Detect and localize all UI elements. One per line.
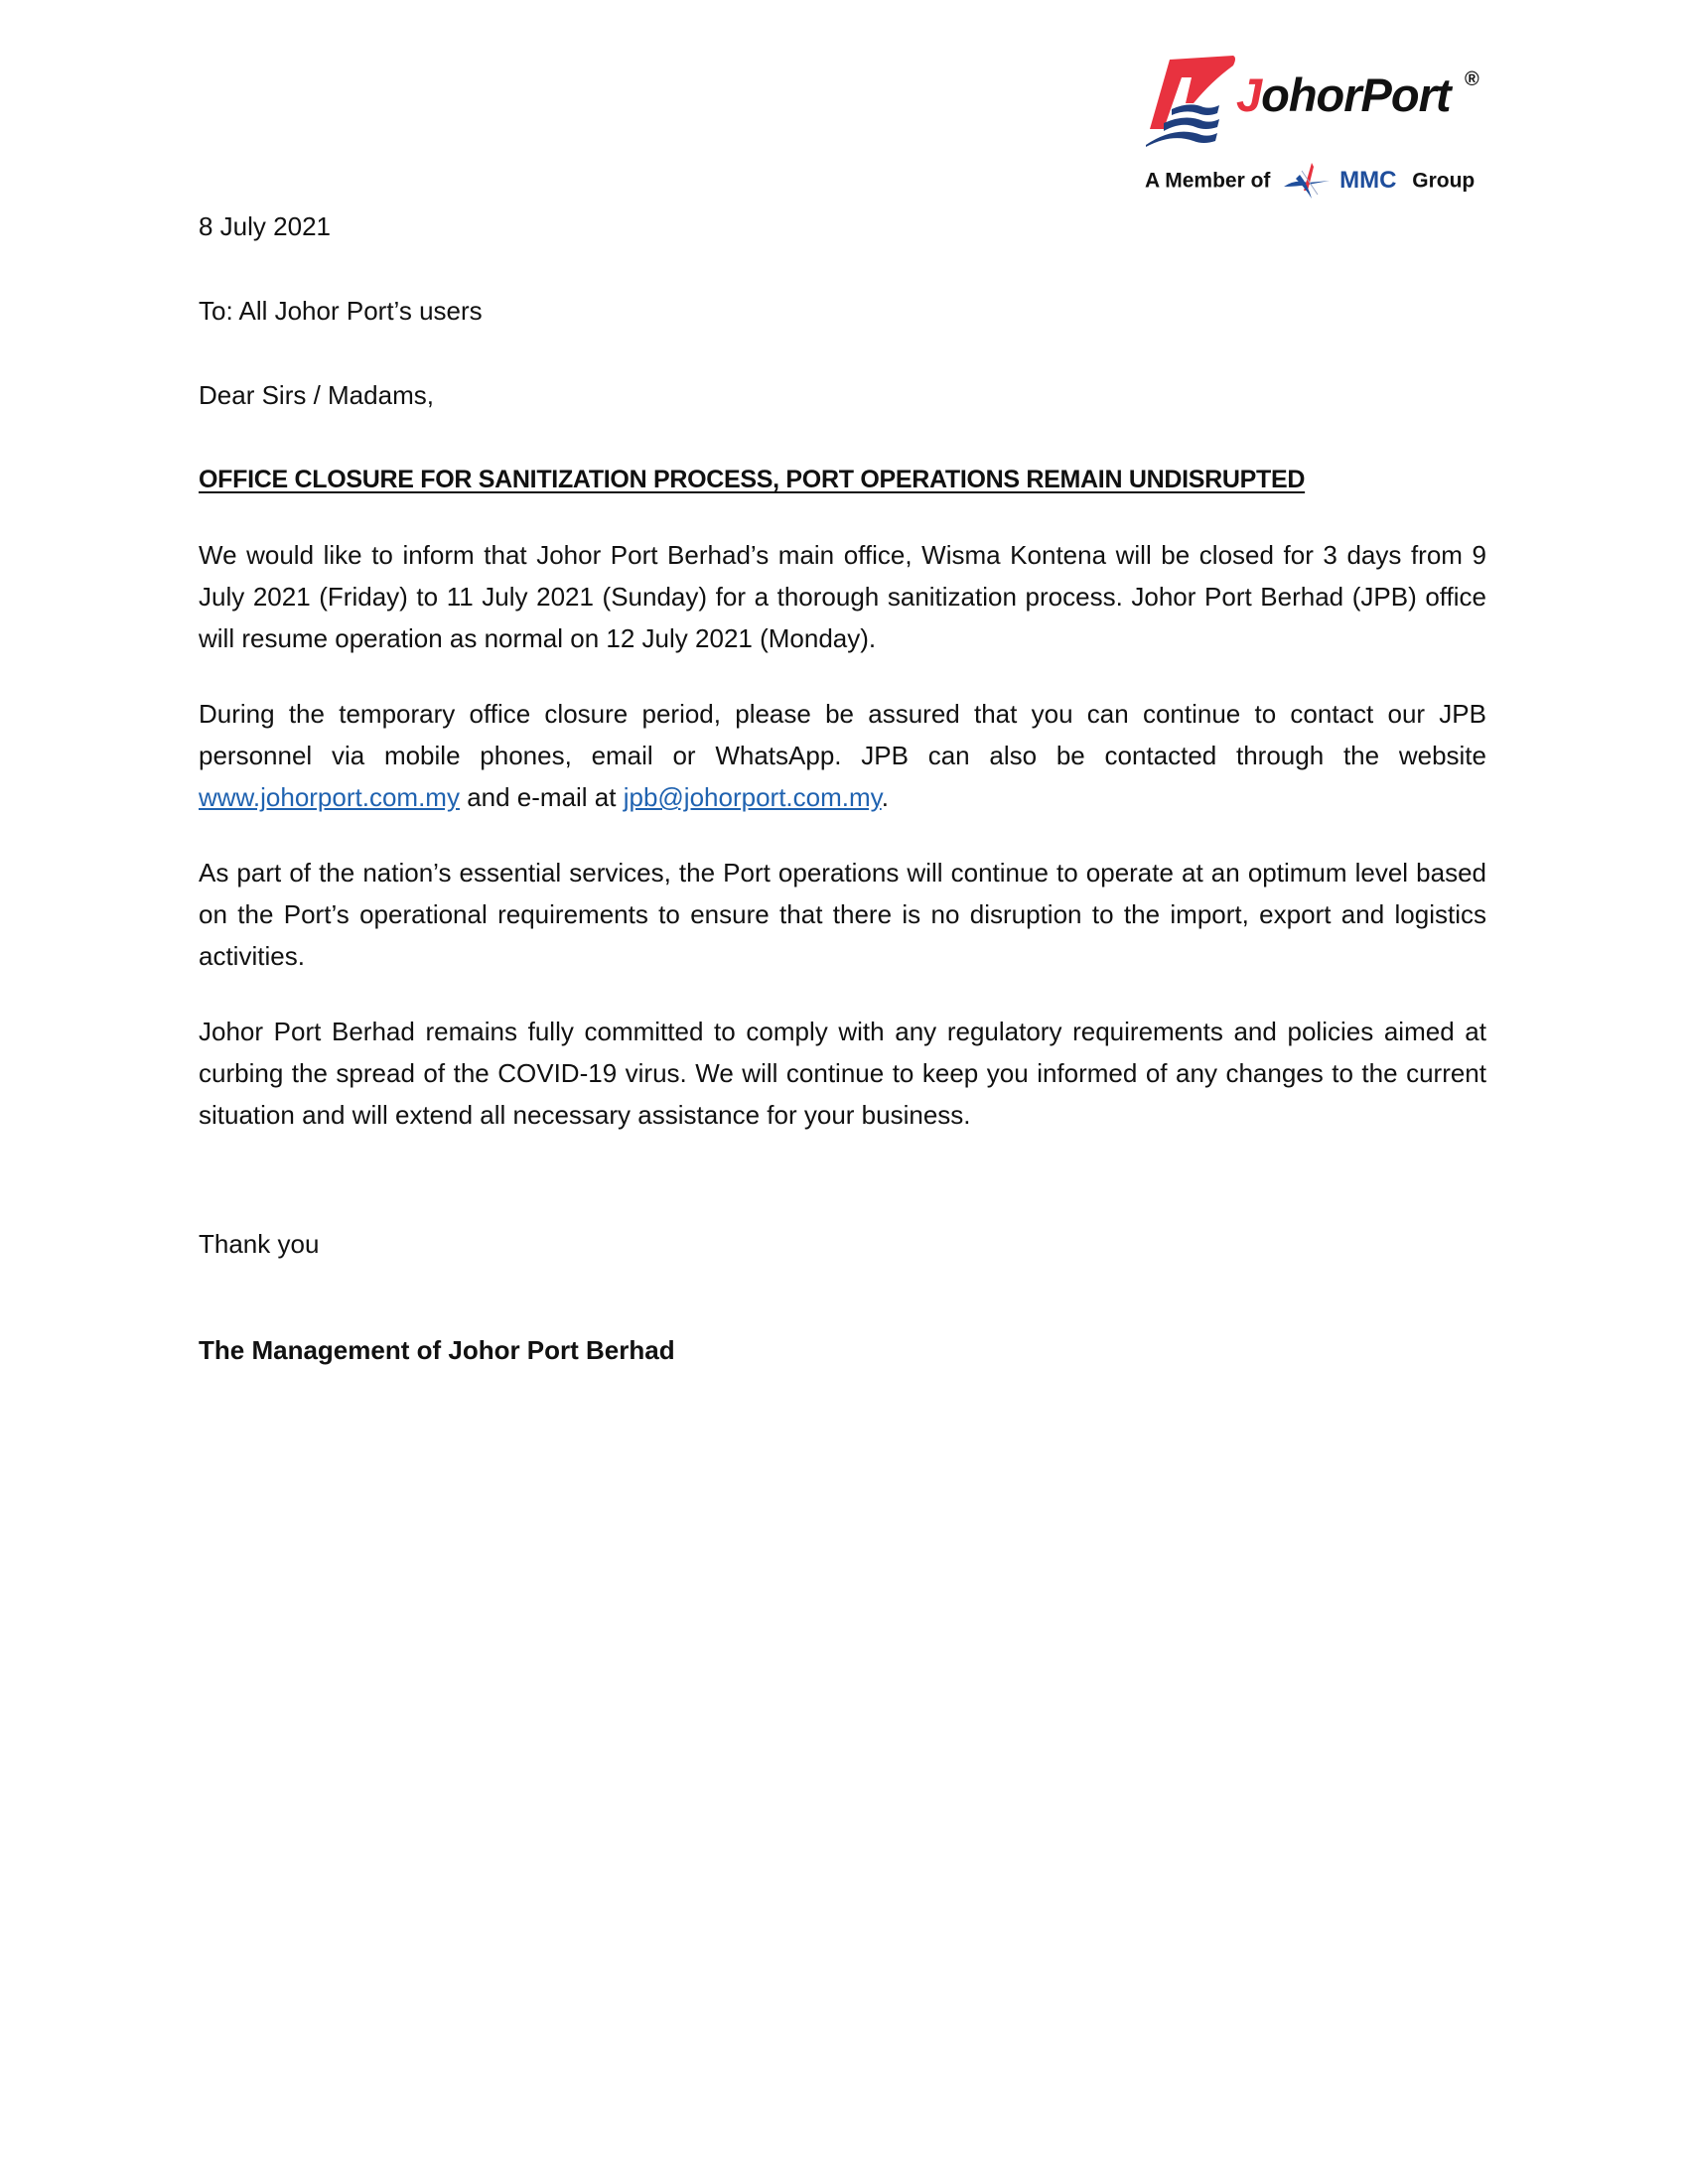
- mmc-text: MMC: [1339, 167, 1397, 195]
- email-link[interactable]: jpb@johorport.com.my: [623, 782, 882, 812]
- paragraph-contact-info: [199, 693, 1486, 818]
- letter-closing: Thank you: [199, 1229, 320, 1259]
- logo-wordmark-rest: ohorPort: [1261, 68, 1451, 121]
- paragraph-commitment: Johor Port Berhad remains fully committed to comply with any regulatory requirements and policies aimed at curbing the spread of the COVID-19 virus. We will continue to keep you informed of any changes to the current situation and will extend all necessary assistance for your business.: [199, 1017, 1486, 1130]
- paragraph-closure-notice: We would like to inform that Johor Port Berhad’s main office, Wisma Kontena will be closed for 3 days from 9 July 2021 (Friday) to 11 July 2021 (Sunday) for a thorough sanitization process. Johor Port Berhad (JPB) office will resume operation as normal on 12 July 2021 (Monday).: [199, 540, 1486, 653]
- johor-port-logo: [1142, 52, 1489, 201]
- registered-mark: ®: [1465, 68, 1479, 90]
- contact-text-between: and e-mail at: [459, 782, 624, 812]
- contact-text-end: .: [881, 782, 889, 812]
- mmc-star-icon: [1282, 161, 1332, 201]
- letter-recipient: To: All Johor Port’s users: [199, 296, 483, 326]
- contact-text: During the temporary office closure period, please be assured that you can continue to contact our JPB personnel via mobile phones, email or WhatsApp. JPB can also be contacted through the website: [199, 699, 1486, 770]
- letter-signature: The Management of Johor Port Berhad: [199, 1335, 675, 1365]
- letter-date: 8 July 2021: [199, 211, 331, 241]
- paragraph-port-operations: As part of the nation’s essential services, the Port operations will continue to operate at an optimum level based on the Port’s operational requirements to ensure that there is no disruption to the import, export and logistics activities.: [199, 858, 1486, 971]
- logo-letter-j: J: [1236, 68, 1262, 121]
- logo-wordmark: [1236, 68, 1451, 121]
- letter-subject: OFFICE CLOSURE FOR SANITIZATION PROCESS, PORT OPERATIONS REMAIN UNDISRUPTED: [199, 466, 1306, 493]
- johor-port-emblem-icon: [1142, 52, 1236, 151]
- website-link[interactable]: www.johorport.com.my: [199, 782, 460, 812]
- member-of-mmc-line: [1145, 161, 1475, 201]
- group-suffix: Group: [1412, 169, 1476, 193]
- letter-salutation: Dear Sirs / Madams,: [199, 380, 434, 410]
- member-prefix: A Member of: [1145, 169, 1271, 193]
